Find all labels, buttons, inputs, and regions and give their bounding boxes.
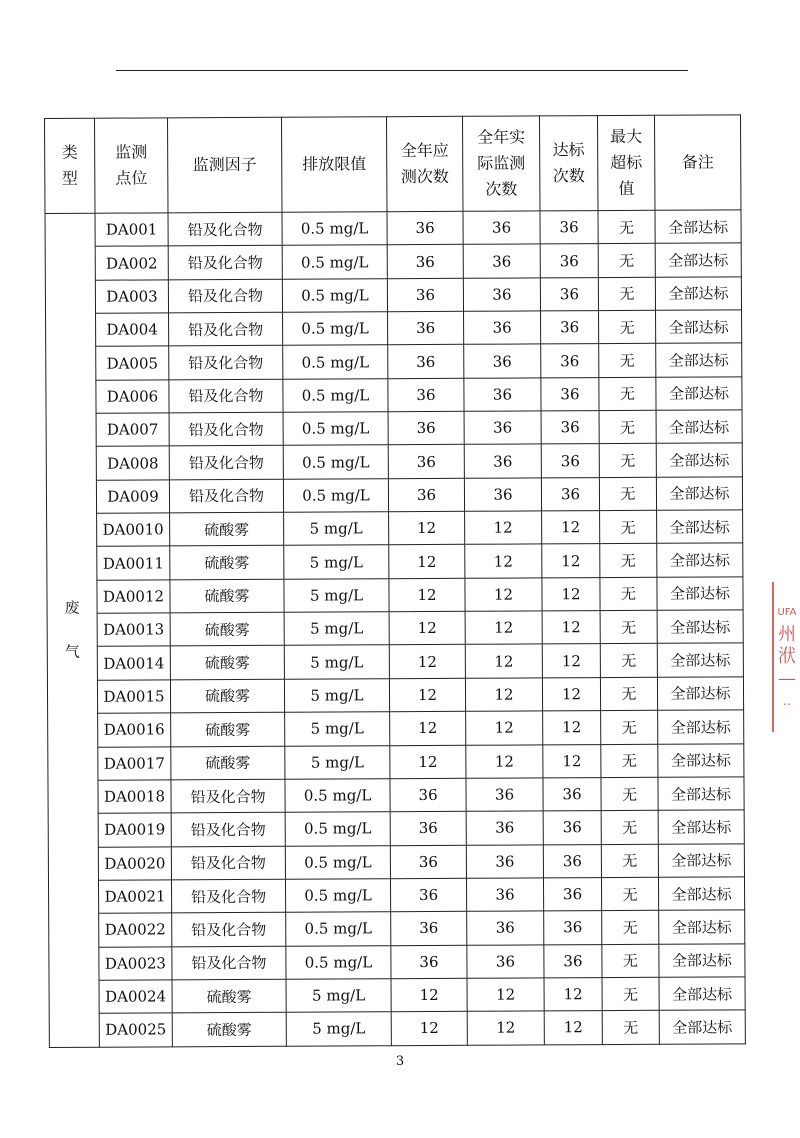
cell-type	[45, 213, 99, 1047]
cell-point: DA005	[96, 346, 169, 380]
table-row	[46, 410, 742, 447]
cell-compliant: 12	[542, 544, 600, 578]
cell-planned: 12	[390, 745, 466, 779]
cell-compliant: 36	[541, 377, 599, 411]
cell-factor: 铅及化合物	[169, 446, 283, 480]
cell-factor: 铅及化合物	[171, 812, 285, 846]
cell-limit: 5 mg/L	[285, 745, 390, 779]
cell-factor: 铅及化合物	[169, 379, 283, 413]
cell-point: DA0020	[98, 846, 171, 880]
cell-max-exceed: 无	[599, 477, 656, 511]
table-row	[48, 743, 744, 780]
table-body	[45, 210, 745, 1047]
cell-compliant: 12	[542, 677, 600, 711]
cell-point: DA003	[95, 280, 168, 314]
cell-max-exceed: 无	[599, 410, 656, 444]
header-remark: 备注	[654, 115, 740, 210]
cell-factor: 铅及化合物	[169, 346, 283, 380]
cell-limit: 0.5 mg/L	[283, 312, 388, 346]
cell-factor: 硫酸雾	[172, 979, 286, 1013]
cell-max-exceed: 无	[599, 377, 656, 411]
cell-point: DA004	[96, 313, 169, 347]
cell-max-exceed: 无	[598, 210, 655, 244]
cell-point: DA0024	[99, 980, 172, 1014]
cell-point: DA007	[96, 413, 169, 447]
table-row	[46, 377, 742, 414]
cell-max-exceed: 无	[598, 244, 655, 278]
cell-max-exceed: 无	[602, 944, 659, 978]
stamp-line: UFA	[777, 607, 797, 618]
cell-max-exceed: 无	[598, 277, 655, 311]
table-row	[46, 343, 742, 380]
cell-limit: 0.5 mg/L	[282, 245, 387, 279]
cell-actual: 36	[463, 211, 540, 245]
cell-actual: 36	[464, 478, 541, 512]
cell-planned: 36	[388, 311, 464, 345]
cell-planned: 36	[387, 245, 463, 279]
cell-remark: 全部达标	[655, 277, 741, 311]
cell-point: DA0021	[98, 880, 171, 914]
stamp-line: 洑	[778, 646, 796, 667]
cell-remark: 全部达标	[656, 443, 742, 477]
header-limit: 排放限值	[281, 117, 386, 213]
header-factor: 监测因子	[168, 117, 282, 213]
cell-limit: 0.5 mg/L	[285, 879, 390, 913]
header-actual: 全年实际监测次数	[462, 116, 539, 211]
stamp-line: 州	[778, 624, 796, 645]
cell-compliant: 12	[543, 711, 601, 745]
cell-actual: 36	[464, 311, 541, 345]
header-type: 类型	[45, 118, 95, 213]
cell-point: DA006	[96, 380, 169, 414]
table-row	[49, 1010, 745, 1047]
cell-remark: 全部达标	[658, 743, 744, 777]
cell-compliant: 36	[540, 244, 598, 278]
cell-max-exceed: 无	[601, 710, 658, 744]
cell-planned: 12	[391, 1012, 467, 1046]
cell-point: DA0018	[98, 780, 171, 814]
cell-limit: 5 mg/L	[284, 578, 389, 612]
cell-actual: 12	[467, 1011, 544, 1045]
cell-factor: 铅及化合物	[169, 479, 283, 513]
table-row	[48, 777, 744, 814]
cell-planned: 36	[390, 811, 466, 845]
cell-planned: 36	[390, 778, 466, 812]
cell-limit: 0.5 mg/L	[283, 445, 388, 479]
cell-limit: 0.5 mg/L	[283, 478, 388, 512]
cell-actual: 12	[465, 578, 542, 612]
cell-point: DA001	[95, 213, 168, 247]
cell-actual: 12	[465, 611, 542, 645]
cell-compliant: 36	[541, 411, 599, 445]
cell-actual: 36	[466, 811, 543, 845]
stamp-fragment	[772, 582, 800, 732]
cell-max-exceed: 无	[602, 977, 659, 1011]
cell-compliant: 12	[544, 1011, 602, 1045]
cell-actual: 36	[464, 444, 541, 478]
cell-actual: 12	[467, 978, 544, 1012]
cell-factor: 铅及化合物	[172, 912, 286, 946]
cell-compliant: 12	[542, 611, 600, 645]
cell-factor: 铅及化合物	[171, 779, 285, 813]
cell-factor: 铅及化合物	[171, 846, 285, 880]
cell-remark: 全部达标	[658, 877, 744, 911]
cell-compliant: 36	[544, 944, 602, 978]
cell-remark: 全部达标	[657, 643, 743, 677]
cell-planned: 36	[388, 445, 464, 479]
cell-planned: 36	[387, 278, 463, 312]
cell-limit: 5 mg/L	[284, 679, 389, 713]
header-compliant: 达标次数	[539, 116, 597, 211]
cell-factor: 硫酸雾	[170, 646, 284, 680]
table-row	[45, 243, 741, 280]
table-row	[48, 877, 744, 914]
cell-limit: 0.5 mg/L	[282, 278, 387, 312]
cell-limit: 0.5 mg/L	[286, 912, 391, 946]
cell-limit: 0.5 mg/L	[285, 812, 390, 846]
cell-compliant: 36	[543, 811, 601, 845]
cell-compliant: 36	[544, 911, 602, 945]
cell-compliant: 36	[540, 211, 598, 245]
table-row	[47, 577, 743, 614]
cell-actual: 12	[466, 711, 543, 745]
table-row	[49, 977, 745, 1014]
cell-limit: 5 mg/L	[286, 1012, 391, 1046]
cell-max-exceed: 无	[601, 810, 658, 844]
cell-remark: 全部达标	[658, 777, 744, 811]
table-row	[46, 477, 742, 514]
cell-actual: 36	[466, 844, 543, 878]
cell-compliant: 12	[542, 577, 600, 611]
cell-planned: 36	[388, 345, 464, 379]
cell-point: DA0013	[97, 613, 170, 647]
cell-remark: 全部达标	[659, 1010, 745, 1044]
cell-max-exceed: 无	[600, 677, 657, 711]
cell-remark: 全部达标	[657, 610, 743, 644]
table-row	[47, 677, 743, 714]
cell-factor: 铅及化合物	[169, 412, 283, 446]
cell-point: DA0011	[97, 546, 170, 580]
table-row	[47, 543, 743, 580]
header-max-exceed: 最大超标值	[597, 115, 654, 210]
cell-remark: 全部达标	[656, 477, 742, 511]
cell-planned: 36	[390, 845, 466, 879]
cell-point: DA0017	[98, 746, 171, 780]
table-header-row	[45, 115, 741, 214]
cell-factor: 铅及化合物	[168, 279, 282, 313]
cell-factor: 硫酸雾	[172, 1012, 286, 1046]
cell-limit: 0.5 mg/L	[285, 779, 390, 813]
cell-max-exceed: 无	[602, 1011, 659, 1045]
cell-point: DA009	[96, 480, 169, 514]
cell-planned: 36	[391, 912, 467, 946]
cell-point: DA0025	[99, 1013, 172, 1047]
cell-limit: 5 mg/L	[284, 612, 389, 646]
table-row	[48, 843, 744, 880]
cell-factor: 硫酸雾	[171, 746, 285, 780]
cell-remark: 全部达标	[659, 910, 745, 944]
cell-limit: 5 mg/L	[284, 545, 389, 579]
cell-compliant: 36	[541, 311, 599, 345]
cell-max-exceed: 无	[601, 777, 658, 811]
cell-remark: 全部达标	[657, 677, 743, 711]
cell-max-exceed: 无	[601, 877, 658, 911]
table-row	[47, 643, 743, 680]
cell-factor: 硫酸雾	[170, 679, 284, 713]
cell-planned: 12	[389, 545, 465, 579]
header-point: 监测点位	[95, 118, 168, 213]
cell-limit: 5 mg/L	[285, 712, 390, 746]
cell-remark: 全部达标	[658, 710, 744, 744]
table-row	[46, 310, 742, 347]
cell-limit: 0.5 mg/L	[283, 345, 388, 379]
cell-factor: 硫酸雾	[170, 546, 284, 580]
cell-factor: 铅及化合物	[168, 246, 282, 280]
cell-compliant: 36	[543, 777, 601, 811]
cell-point: DA0012	[97, 580, 170, 614]
cell-actual: 12	[465, 511, 542, 545]
cell-remark: 全部达标	[657, 510, 743, 544]
cell-max-exceed: 无	[599, 310, 656, 344]
cell-max-exceed: 无	[600, 577, 657, 611]
page-number: 3	[395, 1054, 405, 1069]
cell-limit: 0.5 mg/L	[283, 378, 388, 412]
cell-limit: 0.5 mg/L	[285, 845, 390, 879]
cell-compliant: 12	[542, 511, 600, 545]
cell-factor: 铅及化合物	[169, 312, 283, 346]
cell-remark: 全部达标	[659, 943, 745, 977]
cell-limit: 5 mg/L	[284, 645, 389, 679]
cell-planned: 12	[389, 511, 465, 545]
cell-factor: 硫酸雾	[170, 512, 284, 546]
cell-factor: 硫酸雾	[171, 712, 285, 746]
cell-planned: 12	[389, 611, 465, 645]
cell-planned: 12	[390, 711, 466, 745]
cell-planned: 36	[391, 945, 467, 979]
cell-remark: 全部达标	[655, 210, 741, 244]
cell-actual: 36	[463, 278, 540, 312]
table-row	[45, 277, 741, 314]
table-row	[48, 710, 744, 747]
cell-max-exceed: 无	[600, 610, 657, 644]
cell-max-exceed: 无	[600, 544, 657, 578]
cell-factor: 硫酸雾	[170, 579, 284, 613]
cell-compliant: 36	[543, 844, 601, 878]
cell-compliant: 36	[541, 444, 599, 478]
cell-actual: 36	[466, 878, 543, 912]
cell-factor: 铅及化合物	[172, 946, 286, 980]
cell-planned: 12	[389, 645, 465, 679]
cell-remark: 全部达标	[656, 377, 742, 411]
cell-limit: 0.5 mg/L	[282, 212, 387, 246]
cell-compliant: 12	[542, 644, 600, 678]
type-label: 废气	[64, 599, 80, 662]
cell-remark: 全部达标	[657, 577, 743, 611]
cell-actual: 36	[467, 944, 544, 978]
header-rule	[116, 70, 688, 71]
stamp-line: —	[778, 668, 796, 689]
table-row	[48, 810, 744, 847]
cell-actual: 36	[463, 244, 540, 278]
cell-point: DA0010	[97, 513, 170, 547]
table-row	[49, 910, 745, 947]
monitoring-table	[44, 114, 746, 1047]
cell-remark: 全部达标	[659, 977, 745, 1011]
cell-point: DA0019	[98, 813, 171, 847]
cell-actual: 36	[464, 411, 541, 445]
cell-actual: 12	[465, 678, 542, 712]
cell-max-exceed: 无	[601, 744, 658, 778]
cell-remark: 全部达标	[657, 543, 743, 577]
cell-actual: 36	[466, 778, 543, 812]
cell-factor: 铅及化合物	[168, 212, 282, 246]
cell-planned: 36	[388, 478, 464, 512]
cell-limit: 0.5 mg/L	[283, 412, 388, 446]
header-planned: 全年应测次数	[386, 116, 462, 211]
cell-actual: 12	[466, 744, 543, 778]
cell-limit: 5 mg/L	[286, 979, 391, 1013]
cell-actual: 36	[467, 911, 544, 945]
cell-point: DA0023	[99, 946, 172, 980]
cell-max-exceed: 无	[599, 344, 656, 378]
table-row	[47, 510, 743, 547]
cell-factor: 铅及化合物	[171, 879, 285, 913]
cell-point: DA002	[95, 246, 168, 280]
cell-max-exceed: 无	[599, 444, 656, 478]
cell-compliant: 12	[543, 744, 601, 778]
cell-remark: 全部达标	[658, 843, 744, 877]
cell-planned: 12	[389, 678, 465, 712]
table-row	[45, 210, 741, 247]
cell-max-exceed: 无	[602, 911, 659, 945]
table-row	[47, 610, 743, 647]
stamp-line: ‥	[782, 694, 791, 708]
cell-limit: 0.5 mg/L	[286, 945, 391, 979]
cell-max-exceed: 无	[600, 510, 657, 544]
cell-remark: 全部达标	[655, 243, 741, 277]
cell-compliant: 36	[541, 477, 599, 511]
cell-compliant: 36	[540, 277, 598, 311]
cell-planned: 36	[388, 411, 464, 445]
cell-remark: 全部达标	[658, 810, 744, 844]
table-row	[49, 943, 745, 980]
cell-compliant: 36	[541, 344, 599, 378]
cell-actual: 12	[465, 544, 542, 578]
cell-remark: 全部达标	[656, 310, 742, 344]
cell-max-exceed: 无	[600, 644, 657, 678]
cell-remark: 全部达标	[656, 343, 742, 377]
cell-compliant: 36	[543, 877, 601, 911]
cell-remark: 全部达标	[656, 410, 742, 444]
cell-planned: 36	[388, 378, 464, 412]
cell-limit: 5 mg/L	[284, 512, 389, 546]
cell-planned: 12	[391, 978, 467, 1012]
cell-planned: 12	[389, 578, 465, 612]
cell-planned: 36	[390, 878, 466, 912]
cell-actual: 36	[464, 344, 541, 378]
cell-point: DA008	[96, 446, 169, 480]
cell-point: DA0022	[99, 913, 172, 947]
cell-compliant: 12	[544, 977, 602, 1011]
cell-point: DA0014	[97, 646, 170, 680]
cell-point: DA0015	[97, 680, 170, 714]
cell-max-exceed: 无	[601, 844, 658, 878]
table-row	[46, 443, 742, 480]
cell-factor: 硫酸雾	[170, 612, 284, 646]
cell-planned: 36	[387, 211, 463, 245]
cell-point: DA0016	[98, 713, 171, 747]
cell-actual: 12	[465, 644, 542, 678]
cell-actual: 36	[464, 378, 541, 412]
